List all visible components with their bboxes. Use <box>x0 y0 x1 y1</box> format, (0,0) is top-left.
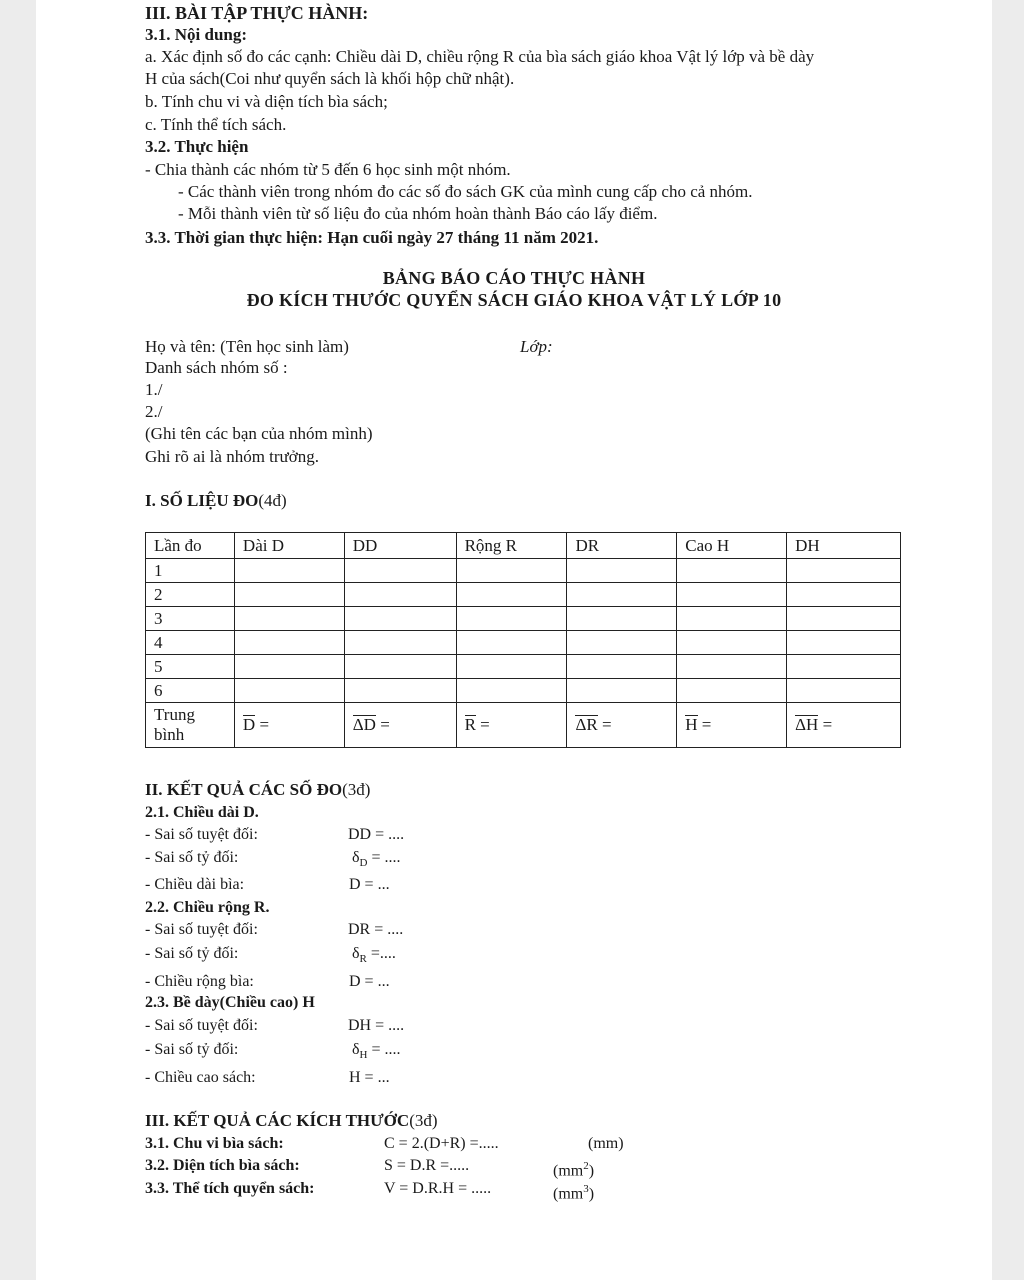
length-abs-err-value: DD = .... <box>348 826 405 843</box>
section-heading: III. BÀI TẬP THỰC HÀNH: <box>145 3 369 23</box>
table-cell[interactable] <box>344 583 456 607</box>
avg-H-symbol: H <box>685 715 698 734</box>
group-member-2: 2./ <box>145 402 163 421</box>
class-label: Lớp: <box>520 337 553 356</box>
avg-dD-symbol: ΔD <box>352 715 376 734</box>
avg-eq: = <box>822 715 833 734</box>
rel-value: = .... <box>367 849 401 866</box>
dimensions-heading <box>145 1110 438 1132</box>
avg-eq: = <box>701 715 712 734</box>
delta-symbol: δ <box>352 945 360 962</box>
average-label-line1: Trung <box>154 705 195 724</box>
height-heading: 2.3. Bề dày(Chiều cao) H <box>145 994 315 1011</box>
volume-unit-exponent: 3 <box>583 1183 589 1195</box>
row-number: 6 <box>146 679 235 703</box>
table-cell[interactable] <box>677 631 787 655</box>
measurement-heading <box>145 490 287 512</box>
avg-dR-symbol: ΔR <box>575 715 598 734</box>
table-cell[interactable] <box>344 655 456 679</box>
table-cell[interactable] <box>456 583 567 607</box>
length-heading: 2.1. Chiều dài D. <box>145 804 259 821</box>
row-number: 2 <box>146 583 235 607</box>
table-cell[interactable] <box>567 655 677 679</box>
length-rel-err-value <box>352 848 401 873</box>
table-cell[interactable] <box>677 583 787 607</box>
average-R-cell[interactable] <box>456 703 567 748</box>
table-cell[interactable] <box>456 607 567 631</box>
table-cell[interactable] <box>677 559 787 583</box>
area-label: 3.2. Diện tích bìa sách: <box>145 1157 300 1174</box>
table-row <box>146 607 901 631</box>
avg-eq: = <box>601 715 612 734</box>
table-row <box>146 583 901 607</box>
measurement-heading-points: (4đ) <box>258 491 287 510</box>
volume-unit-base: (mm <box>553 1185 584 1203</box>
delta-subscript: R <box>359 953 367 966</box>
table-cell[interactable] <box>787 607 901 631</box>
leader-note: Ghi rõ ai là nhóm trưởng. <box>145 447 320 466</box>
procedure-step-3: - Mỗi thành viên từ số liệu đo của nhóm hoàn thành Báo cáo lấy điểm. <box>178 204 658 223</box>
average-D-cell[interactable] <box>234 703 344 748</box>
area-unit-base: (mm <box>553 1162 584 1180</box>
dimensions-heading-points: (3đ) <box>409 1111 438 1130</box>
height-abs-err-value: DH = .... <box>348 1017 405 1034</box>
table-cell[interactable] <box>567 607 677 631</box>
rel-value: =.... <box>366 945 396 962</box>
table-header-row <box>146 533 901 559</box>
table-cell[interactable] <box>344 559 456 583</box>
group-note: (Ghi tên các bạn của nhóm mình) <box>145 424 373 443</box>
avg-D-symbol: D <box>242 715 256 734</box>
deadline: 3.3. Thời gian thực hiện: Hạn cuối ngày 27 tháng 11 năm 2021. <box>145 228 599 247</box>
table-cell[interactable] <box>567 631 677 655</box>
average-label-line2: bình <box>154 725 185 744</box>
width-value: D = ... <box>349 973 390 990</box>
table-cell[interactable] <box>344 631 456 655</box>
width-heading: 2.2. Chiều rộng R. <box>145 899 270 916</box>
table-cell[interactable] <box>567 583 677 607</box>
table-cell[interactable] <box>234 679 344 703</box>
area-unit-exponent: 2 <box>583 1160 589 1172</box>
col-header: DR <box>567 533 677 559</box>
table-cell[interactable] <box>787 559 901 583</box>
measurement-table <box>145 532 901 748</box>
col-header: DH <box>787 533 901 559</box>
perimeter-formula: C = 2.(D+R) =..... <box>384 1135 499 1152</box>
table-cell[interactable] <box>456 655 567 679</box>
length-rel-err-label: - Sai số tỷ đối: <box>145 849 239 866</box>
item-c: c. Tính thể tích sách. <box>145 115 287 134</box>
col-header: Dài D <box>234 533 344 559</box>
perimeter-unit: (mm) <box>588 1135 624 1152</box>
average-H-cell[interactable] <box>677 703 787 748</box>
item-b: b. Tính chu vi và diện tích bìa sách; <box>145 92 388 111</box>
delta-subscript: D <box>359 857 368 870</box>
height-value: H = ... <box>349 1069 390 1086</box>
row-number: 3 <box>146 607 235 631</box>
unit-close: ) <box>588 1162 595 1180</box>
row-number: 1 <box>146 559 235 583</box>
table-row <box>146 559 901 583</box>
student-name-label: Họ và tên: (Tên học sinh làm) <box>145 337 349 356</box>
table-cell[interactable] <box>567 679 677 703</box>
width-rel-err-value <box>352 944 396 969</box>
length-value: D = ... <box>349 876 390 893</box>
width-abs-err-value: DR = .... <box>348 921 404 938</box>
rel-value: = .... <box>367 1041 401 1058</box>
table-cell[interactable] <box>344 679 456 703</box>
avg-dH-symbol: ΔH <box>795 715 819 734</box>
table-cell[interactable] <box>234 583 344 607</box>
procedure-step-2: - Các thành viên trong nhóm đo các số đo sách GK của mình cung cấp cho cả nhóm. <box>178 182 753 201</box>
average-row <box>146 703 901 748</box>
width-abs-err-label: - Sai số tuyệt đối: <box>145 921 258 938</box>
table-cell[interactable] <box>456 679 567 703</box>
avg-eq: = <box>259 715 270 734</box>
table-cell[interactable] <box>567 559 677 583</box>
col-header: Cao H <box>677 533 787 559</box>
table-cell[interactable] <box>456 559 567 583</box>
average-label <box>146 703 235 748</box>
unit-close: ) <box>588 1185 595 1203</box>
col-header: DD <box>344 533 456 559</box>
area-formula: S = D.R =..... <box>384 1157 470 1174</box>
dimensions-heading-text: III. KẾT QUẢ CÁC KÍCH THƯỚC <box>145 1111 410 1130</box>
results-heading <box>145 779 370 801</box>
table-row <box>146 679 901 703</box>
item-a-line2: H của sách(Coi như quyển sách là khối hộp chữ nhật). <box>145 69 515 88</box>
avg-eq: = <box>380 715 390 734</box>
average-dH-cell[interactable] <box>787 703 901 748</box>
row-number: 4 <box>146 631 235 655</box>
table-cell[interactable] <box>234 607 344 631</box>
table-cell[interactable] <box>234 559 344 583</box>
content-heading: 3.1. Nội dung: <box>145 25 248 44</box>
length-abs-err-label: - Sai số tuyệt đối: <box>145 826 258 843</box>
table-cell[interactable] <box>787 655 901 679</box>
col-header: Lần đo <box>146 533 235 559</box>
width-label: - Chiều rộng bìa: <box>145 973 254 990</box>
width-rel-err-label: - Sai số tỷ đối: <box>145 945 239 962</box>
length-label: - Chiều dài bìa: <box>145 876 245 893</box>
report-subtitle: ĐO KÍCH THƯỚC QUYỂN SÁCH GIÁO KHOA VẬT LÝ LỚP 10 <box>246 290 782 310</box>
group-label: Danh sách nhóm số : <box>145 358 288 377</box>
item-a-line1: a. Xác định số đo các cạnh: Chiều dài D, chiều rộng R của bìa sách giáo khoa Vật lý lớp và bề dày <box>145 47 815 66</box>
col-header: Rộng R <box>456 533 567 559</box>
table-cell[interactable] <box>677 679 787 703</box>
height-rel-err-value <box>352 1040 401 1065</box>
area-unit <box>553 1156 594 1181</box>
table-cell[interactable] <box>787 631 901 655</box>
row-number: 5 <box>146 655 235 679</box>
average-dD-cell[interactable] <box>344 703 456 748</box>
delta-subscript: H <box>359 1049 368 1062</box>
table-row <box>146 655 901 679</box>
procedure-step-1: - Chia thành các nhóm từ 5 đến 6 học sinh một nhóm. <box>145 160 511 179</box>
delta-symbol: δ <box>352 1041 360 1058</box>
results-heading-text: II. KẾT QUẢ CÁC SỐ ĐO <box>145 780 343 799</box>
volume-formula: V = D.R.H = ..... <box>384 1180 492 1197</box>
table-row <box>146 631 901 655</box>
average-dR-cell[interactable] <box>567 703 677 748</box>
delta-symbol: δ <box>352 849 360 866</box>
table-cell[interactable] <box>234 655 344 679</box>
results-heading-points: (3đ) <box>342 780 371 799</box>
table-cell[interactable] <box>677 655 787 679</box>
avg-eq: = <box>480 715 490 734</box>
table-cell[interactable] <box>456 631 567 655</box>
height-abs-err-label: - Sai số tuyệt đối: <box>145 1017 258 1034</box>
volume-label: 3.3. Thể tích quyển sách: <box>145 1180 315 1197</box>
procedure-heading: 3.2. Thực hiện <box>145 137 249 156</box>
table-cell[interactable] <box>787 679 901 703</box>
table-cell[interactable] <box>787 583 901 607</box>
table-cell[interactable] <box>234 631 344 655</box>
table-cell[interactable] <box>344 607 456 631</box>
height-rel-err-label: - Sai số tỷ đối: <box>145 1041 239 1058</box>
measurement-heading-text: I. SỐ LIỆU ĐO <box>145 491 259 510</box>
group-member-1: 1./ <box>145 380 163 399</box>
report-title: BẢNG BÁO CÁO THỰC HÀNH <box>382 268 646 288</box>
height-label: - Chiều cao sách: <box>145 1069 256 1086</box>
perimeter-label: 3.1. Chu vi bìa sách: <box>145 1135 284 1152</box>
table-cell[interactable] <box>677 607 787 631</box>
avg-R-symbol: R <box>464 715 476 734</box>
volume-unit <box>553 1179 594 1204</box>
